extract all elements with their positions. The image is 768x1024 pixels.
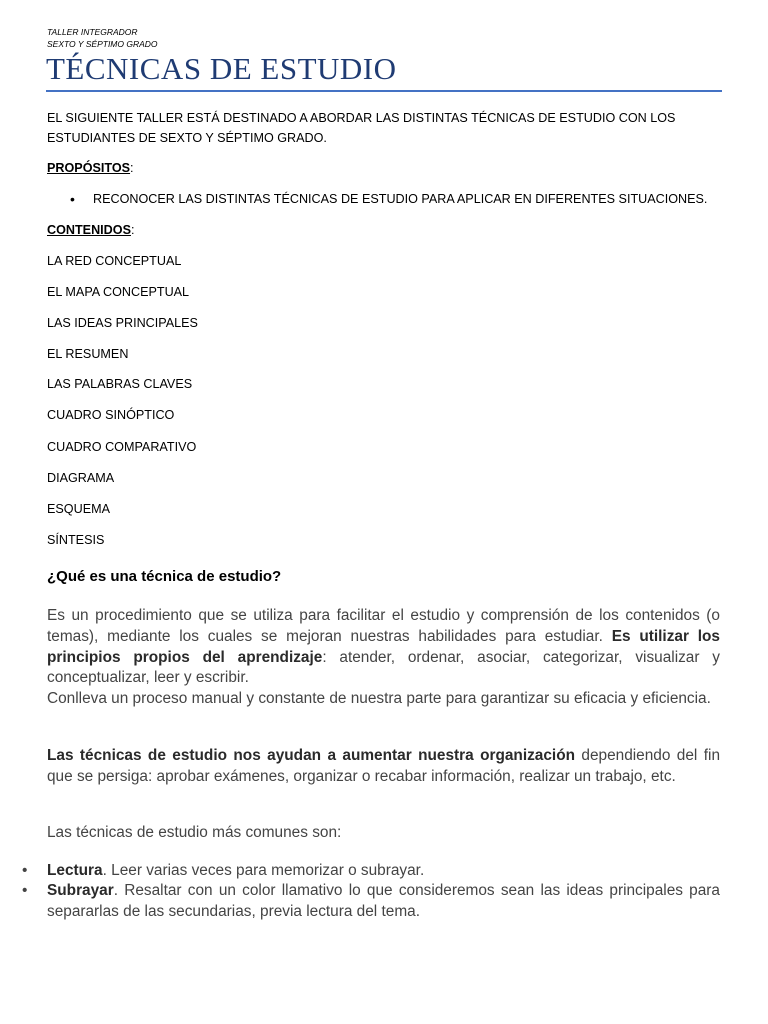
propositos-label: PROPÓSITOS xyxy=(47,161,131,175)
list-item: CUADRO COMPARATIVO xyxy=(47,440,197,454)
page-title: TÉCNICAS DE ESTUDIO xyxy=(46,51,397,86)
definition-paragraph xyxy=(47,606,720,710)
intro-paragraph: EL SIGUIENTE TALLER ESTÁ DESTINADO A ABORDAR LAS DISTINTAS TÉCNICAS DE ESTUDIO CON LOS ESTUDIANTES DE SEXTO Y SÉPTIMO GRADO. xyxy=(47,111,676,145)
definition-text-bold: Es utilizar los principios propios del aprendizaje xyxy=(47,627,720,666)
list-item: CUADRO SINÓPTICO xyxy=(47,408,175,422)
technique-bullet xyxy=(22,861,720,882)
bullet-icon: • xyxy=(22,862,28,879)
list-item: LA RED CONCEPTUAL xyxy=(47,254,182,268)
definition-text-c: : atender, ordenar, asociar, categorizar, visualizar y conceptualizar, leer y escribir. xyxy=(47,648,721,687)
technique-text: . Leer varias veces para memorizar o subrayar. xyxy=(102,862,425,879)
propositos-heading xyxy=(47,158,134,178)
bullet-icon: • xyxy=(70,191,75,207)
list-item: LAS IDEAS PRINCIPALES xyxy=(47,316,198,330)
section-heading: ¿Qué es una técnica de estudio? xyxy=(47,568,282,585)
organization-paragraph xyxy=(47,746,720,788)
propositos-item-text: RECONOCER LAS DISTINTAS TÉCNICAS DE ESTUDIO PARA APLICAR EN DIFERENTES SITUACIONES. xyxy=(93,192,708,206)
bullet-icon: • xyxy=(22,882,28,899)
propositos-colon: : xyxy=(130,161,134,175)
organization-text: dependiendo del fin que se persiga: aprobar exámenes, organizar o recabar información, realizar un trabajo, etc. xyxy=(47,747,721,785)
definition-text-a: Es un procedimiento que se utiliza para facilitar el estudio y comprensión de los contenidos (o temas), mediante los cuales se mejoran nuestras habilidades para estudiar. xyxy=(47,607,720,645)
contenidos-colon: : xyxy=(130,223,135,237)
list-item: EL MAPA CONCEPTUAL xyxy=(47,285,190,299)
common-techniques-intro: Las técnicas de estudio más comunes son: xyxy=(47,824,342,841)
header-line-1: TALLER INTEGRADOR xyxy=(47,27,138,37)
title-rule xyxy=(46,90,722,92)
technique-text: . Resaltar con un color llamativo lo que consideremos sean las ideas principales para separarlas de las secundarias, previa lectura del tema. xyxy=(47,882,720,920)
list-item: ESQUEMA xyxy=(47,502,110,516)
list-item: DIAGRAMA xyxy=(47,471,115,485)
technique-term: Lectura xyxy=(47,862,103,879)
header-line-2: SEXTO Y SÉPTIMO GRADO xyxy=(47,39,158,49)
contenidos-label: CONTENIDOS xyxy=(47,223,131,237)
organization-text-bold: Las técnicas de estudio nos ayudan a aumentar nuestra organización xyxy=(47,747,575,764)
list-item: LAS PALABRAS CLAVES xyxy=(47,377,193,391)
list-item: EL RESUMEN xyxy=(47,347,129,361)
technique-bullet xyxy=(22,881,720,923)
definition-text-p2: Conlleva un proceso manual y constante de nuestra parte para garantizar su eficacia y eficiencia. xyxy=(47,690,711,708)
contenidos-heading xyxy=(47,220,134,240)
technique-term: Subrayar xyxy=(47,882,114,899)
list-item: SÍNTESIS xyxy=(47,533,105,547)
